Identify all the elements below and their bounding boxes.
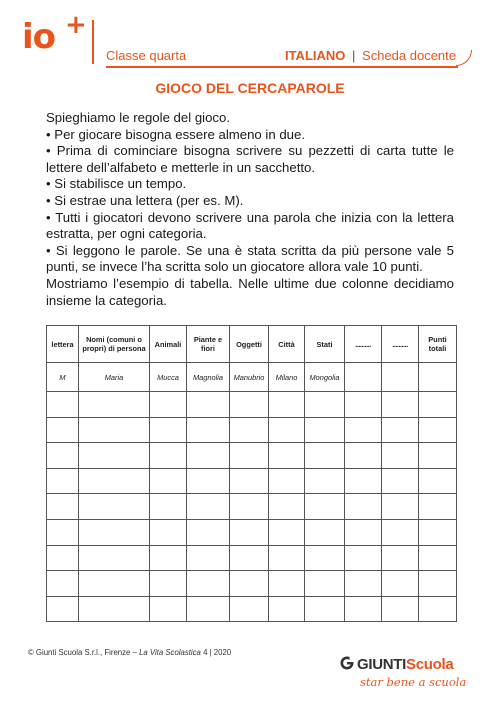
table-cell: [345, 545, 382, 571]
table-cell: [269, 392, 305, 418]
table-cell: [345, 571, 382, 597]
brand-tagline: star bene a scuola: [360, 675, 467, 689]
closing-paragraph: Mostriamo l’esempio di tabella. Nelle ultime due colonne decidiamo insieme la categoria.: [46, 275, 454, 308]
column-header: Oggetti: [230, 326, 269, 363]
column-header: Stati: [305, 326, 345, 363]
table-cell: [79, 494, 150, 520]
table-cell: [187, 468, 230, 494]
column-header: Piante e fiori: [187, 326, 230, 363]
game-table: [46, 325, 457, 622]
table-cell: [382, 363, 419, 392]
column-header: Animali: [150, 326, 187, 363]
instructions: [46, 110, 454, 309]
custom-category-header: ..........: [345, 326, 382, 363]
table-cell: [79, 392, 150, 418]
giunti-scuola-logo: [340, 655, 453, 673]
table-cell: [47, 596, 79, 622]
table-cell: [269, 596, 305, 622]
column-header: Punti totali: [419, 326, 457, 363]
copyright-prefix: © Giunti Scuola S.r.l., Firenze –: [28, 648, 140, 657]
column-header: lettera: [47, 326, 79, 363]
table-row: [47, 571, 457, 597]
table-cell: [79, 417, 150, 443]
table-cell: [305, 596, 345, 622]
table-cell: [419, 545, 457, 571]
table-cell: [419, 443, 457, 469]
logo-plus: +: [65, 10, 87, 40]
sheet-type-label: Scheda docente: [362, 48, 456, 63]
header-divider: [92, 20, 94, 64]
table-cell: [305, 392, 345, 418]
table-cell: [345, 519, 382, 545]
table-cell: [187, 392, 230, 418]
table-row: [47, 392, 457, 418]
table-row: [47, 443, 457, 469]
table-cell: [187, 571, 230, 597]
table-cell: [382, 596, 419, 622]
table-cell: [305, 519, 345, 545]
table-cell: [382, 494, 419, 520]
table-cell: [47, 545, 79, 571]
table-cell: [187, 417, 230, 443]
table-cell: [79, 571, 150, 597]
table-cell: [230, 519, 269, 545]
table-cell: [79, 596, 150, 622]
table-header-row: [47, 326, 457, 363]
table-cell: [150, 596, 187, 622]
table-cell: [47, 392, 79, 418]
table-cell: [419, 417, 457, 443]
table-cell: Mongolia: [305, 363, 345, 392]
table-cell: [382, 571, 419, 597]
subject-label: ITALIANO: [284, 48, 346, 63]
table-cell: [230, 571, 269, 597]
table-cell: [230, 494, 269, 520]
column-header: Città: [269, 326, 305, 363]
copyright-suffix: 4 | 2020: [200, 648, 232, 657]
table-row: [47, 519, 457, 545]
table-cell: [419, 571, 457, 597]
example-row: [47, 363, 457, 392]
table-cell: [79, 545, 150, 571]
table-cell: [230, 417, 269, 443]
table-cell: [269, 571, 305, 597]
table-cell: [345, 392, 382, 418]
table-cell: [382, 468, 419, 494]
table-cell: [419, 392, 457, 418]
table-cell: [269, 519, 305, 545]
table-cell: [382, 417, 419, 443]
header-rule: [106, 66, 458, 68]
table-cell: [187, 596, 230, 622]
rule-bullet-4: • Si estrae una lettera (per es. M).: [46, 193, 454, 210]
table-cell: [269, 545, 305, 571]
table-cell: [150, 545, 187, 571]
rule-bullet-6: • Si leggono le parole. Se una è stata scritta da più persone vale 5 punti, se invece l’ha scritta solo un giocatore allora vale 10 punti.: [46, 243, 454, 276]
table-cell: [382, 545, 419, 571]
table-cell: [187, 545, 230, 571]
table-cell: [269, 443, 305, 469]
table-cell: [382, 443, 419, 469]
table-cell: [419, 468, 457, 494]
custom-category-header: ..........: [382, 326, 419, 363]
brand-scuola: Scuola: [406, 656, 454, 673]
table-cell: [230, 596, 269, 622]
magazine-name: La Vita Scolastica: [139, 648, 201, 657]
table-cell: [230, 468, 269, 494]
table-cell: [230, 545, 269, 571]
table-row: [47, 417, 457, 443]
table-cell: [269, 494, 305, 520]
table-cell: [150, 494, 187, 520]
table-cell: [345, 417, 382, 443]
table-cell: [345, 363, 382, 392]
table-cell: [419, 494, 457, 520]
table-cell: [305, 443, 345, 469]
table-cell: [150, 392, 187, 418]
table-row: [47, 494, 457, 520]
table-cell: [305, 494, 345, 520]
table-body: [47, 363, 457, 622]
subject-separator: |: [352, 48, 356, 63]
game-table-container: [46, 325, 457, 622]
table-cell: [150, 468, 187, 494]
rule-bullet-5: • Tutti i giocatori devono scrivere una parola che inizia con la lettera estratta, per ogni categoria.: [46, 210, 454, 243]
table-cell: [230, 443, 269, 469]
table-cell: M: [47, 363, 79, 392]
table-row: [47, 596, 457, 622]
intro-paragraph: Spieghiamo le regole del gioco.: [46, 110, 231, 125]
table-cell: Maria: [79, 363, 150, 392]
table-cell: [345, 468, 382, 494]
table-cell: [47, 494, 79, 520]
table-cell: Magnolia: [187, 363, 230, 392]
header-subject: [285, 48, 456, 63]
table-cell: [305, 468, 345, 494]
table-row: [47, 468, 457, 494]
logo-text: io: [22, 17, 56, 57]
brand-giunti: GIUNTI: [357, 656, 407, 673]
table-cell: [150, 443, 187, 469]
table-cell: [230, 392, 269, 418]
table-cell: [382, 519, 419, 545]
class-label: Classe quarta: [106, 48, 187, 63]
page-title: GIOCO DEL CERCAPAROLE: [155, 80, 345, 96]
table-cell: [47, 443, 79, 469]
copyright-notice: [28, 648, 231, 657]
table-cell: [382, 392, 419, 418]
giunti-g-icon: [340, 656, 354, 670]
table-row: [47, 545, 457, 571]
table-cell: [305, 571, 345, 597]
table-cell: Mucca: [150, 363, 187, 392]
header-rule-curve: [456, 50, 472, 66]
io-plus-logo: [22, 10, 87, 57]
table-cell: [419, 363, 457, 392]
table-cell: [79, 443, 150, 469]
table-cell: [345, 494, 382, 520]
table-cell: [150, 519, 187, 545]
table-cell: [47, 468, 79, 494]
table-cell: [187, 494, 230, 520]
rule-bullet-2: • Prima di cominciare bisogna scrivere su pezzetti di carta tutte le lettere dell’alfabeto e metterle in un sacchetto.: [46, 143, 454, 176]
table-cell: Manubrio: [230, 363, 269, 392]
rule-bullet-3: • Si stabilisce un tempo.: [46, 176, 454, 193]
table-cell: [79, 468, 150, 494]
table-cell: [47, 417, 79, 443]
table-cell: [47, 519, 79, 545]
table-cell: [345, 596, 382, 622]
table-cell: [345, 443, 382, 469]
table-cell: [47, 571, 79, 597]
table-cell: [150, 571, 187, 597]
rule-bullet-1: • Per giocare bisogna essere almeno in due.: [46, 127, 454, 144]
table-cell: Milano: [269, 363, 305, 392]
table-cell: [419, 596, 457, 622]
column-header: Nomi (comuni o propri) di persona: [79, 326, 150, 363]
table-cell: [150, 417, 187, 443]
table-cell: [419, 519, 457, 545]
table-cell: [187, 519, 230, 545]
table-cell: [305, 417, 345, 443]
table-cell: [269, 417, 305, 443]
table-cell: [305, 545, 345, 571]
table-cell: [269, 468, 305, 494]
table-cell: [187, 443, 230, 469]
table-cell: [79, 519, 150, 545]
